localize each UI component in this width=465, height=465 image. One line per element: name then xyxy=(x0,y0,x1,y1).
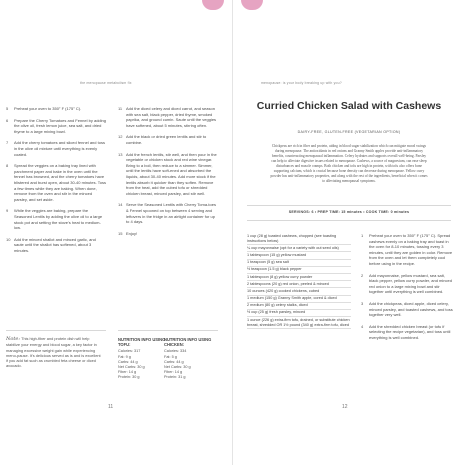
ingredient-item: ½ cup (25 g) fresh parsley, minced xyxy=(247,310,351,317)
nutrition-row: Fat: 5 g xyxy=(164,354,177,359)
page-number: 12 xyxy=(342,404,348,410)
nutrition-row: Protein: 31 g xyxy=(164,374,186,379)
nutrition-title: NUTRITION INFO USING CHICKEN: xyxy=(164,337,212,348)
direction-step: 8 Spread the veggies on a baking tray lined with parchment paper and bake in the oven until the fennel has browned, and the cherry tomatoes have blistered and burst open, about 30-40 minutes. Toss a few times while they are baking. When done, remove from the oven and stir in the minced parsley, and set aside. xyxy=(6,163,106,202)
ingredient-item: 1 teaspoon (5 g) sea salt xyxy=(247,260,351,267)
nutrition-row: Net Carbs: 30 g xyxy=(118,364,145,369)
ingredient-item: 1 tablespoon (8 g) yellow curry powder xyxy=(247,274,351,281)
direction-step: 3 Add the chickpeas, diced apple, diced celery, minced parsley, and toasted cashews, and toss together very well. xyxy=(361,300,453,318)
ingredient-item: 1 tablespoon (15 g) yellow mustard xyxy=(247,252,351,259)
direction-step: 5 Preheat your oven to 350° F (175° C). xyxy=(6,106,82,111)
ingredient-item: 2 tablespoons (20 g) red onion, peeled & minced xyxy=(247,281,351,288)
nutrition-info-chicken xyxy=(164,337,218,380)
nutrition-row: Protein: 30 g xyxy=(118,374,140,379)
right-page xyxy=(233,0,465,465)
recipe-meta: SERVINGS: 6 • PREP TIME: 15 minutes • COOK TIME: 0 minutes xyxy=(288,210,410,214)
directions-column-1 xyxy=(6,106,106,259)
nutrition-title: NUTRITION INFO USING TOFU: xyxy=(118,337,166,348)
direction-step: 13 Add the french lentils, stir well, and then pour in the vegetable or chicken stock and red wine vinegar. Bring to a boil, then reduce to a simmer. Simmer, until the lentils have soft-ened and absorbed the liquids, about 30-40 minutes. Add more stock if the lentils absorb it quicker than they soften. Remove from the heat, add the cubed tofu or shredded chicken breast, minced parsley, and stir well. xyxy=(118,151,217,196)
ingredient-item: 1 ounce (226 g) extra-firm tofu, drained, or substitute chicken breast, shredded OR 1½ pound (340 g) extra-firm tofu, diced xyxy=(247,317,351,329)
ingredient-item: ½ teaspoon (1.5 g) black pepper xyxy=(247,267,351,274)
direction-step: 7 Add the cherry tomatoes and sliced fennel and toss in the olive oil mixture until everything is evenly coated. xyxy=(6,140,105,157)
ingredients-list xyxy=(247,233,351,329)
nutrition-row: Carbs: 44 g xyxy=(164,359,184,364)
ingredient-item: 2 medium (80 g) celery stalks, diced xyxy=(247,303,351,310)
directions-list xyxy=(361,233,453,347)
nutrition-row: Fiber: 14 g xyxy=(164,369,183,374)
direction-step: 1 Preheat your oven to 350° F (175° C). Spread cashews evenly on a baking tray and toast in the oven for 8-10 minutes, tossing every 3 minutes, until they are golden in color. Remove from the oven and let them completely cool before using in the recipe. xyxy=(361,233,453,266)
divider xyxy=(247,220,451,221)
direction-step: 12 Add the black or dried green lentils and stir to combine. xyxy=(118,134,207,145)
nutrition-row: Net Carbs: 30 g xyxy=(164,364,191,369)
nutrition-row: Fiber: 14 g xyxy=(118,369,137,374)
ingredient-item: 1 medium (150 g) Granny Smith apple, cored & diced xyxy=(247,296,351,303)
ingredient-item: 1 cup (28 g) toasted cashews, chopped (see toasting instructions below) xyxy=(247,233,351,245)
left-page xyxy=(0,0,232,465)
recipe-note xyxy=(6,336,102,369)
page-number: 11 xyxy=(108,404,114,410)
running-head: the menopause metabolism fix xyxy=(80,81,132,85)
ingredient-item: ¼ cup mayonnaise (opt for a variety with out seed oils) xyxy=(247,245,351,252)
nutrition-row: Carbs: 44 g xyxy=(118,359,138,364)
divider xyxy=(6,330,106,331)
nutrition-row: Calories: 317 xyxy=(118,349,141,354)
recipe-intro: Chickpeas are rich in fiber and protein, aiding in blood sugar stabilization which can mitigate mood swings during menopause. The antioxidants in red onions and Granny Smith apples provide anti-inflammatory benefits, counteracting menopausal inflammation. Celery hydrates and supports overall well-being. Parsley can help to alleviate digestive issues related to menopause. Cashews, a source of magnesium, can ease sleep disturbances and muscle cramps. Both chicken and tofu are high in protein, with tofu also offers bone supporting calcium, which is crucial because bone density can decrease during menopause. Yellow curry powder has anti-inflammatory properties, and along with the rest of the ingredients, beneficial when it comes to alleviating menopausal symptoms. xyxy=(270,144,428,183)
direction-step: 2 Add mayonnaise, yellow mustard, sea salt, black pepper, yellow curry powder, and minced red onion to a large mixing bowl and stir together until everything is well combined. xyxy=(361,272,452,295)
direction-step: 14 Serve the Seasoned Lentils with Cherry Toma-toes & Fennel spooned on top between 4 serving and leftovers in the fridge in an airtight container for up to 4 days. xyxy=(118,202,216,225)
ingredient-item: 10 ounces (420 g) cooked chickens, cubed xyxy=(247,288,351,295)
nutrition-row: Calories: 334 xyxy=(164,349,187,354)
nutrition-row: Fat: 9 g xyxy=(118,354,131,359)
page-tab-marker xyxy=(202,0,224,10)
running-head: menopause: is your body breaking up with you? xyxy=(261,81,342,85)
note-label: Note: xyxy=(6,336,21,342)
directions-column-2 xyxy=(118,106,218,242)
recipe-subtitle: DAIRY-FREE, GLUTEN-FREE (VEGETARIAN OPTION) xyxy=(297,130,401,134)
nutrition-info-tofu xyxy=(118,337,166,380)
direction-step: 9 While the veggies are baking, prepare the Seasoned Lentils by adding the olive oil to a large stock pot and setting the stove's heat to medium-low. xyxy=(6,208,103,231)
divider xyxy=(118,330,218,331)
divider xyxy=(247,205,451,206)
page-tab-marker xyxy=(241,0,263,10)
direction-step: 10 Add the minced shallot and minced garlic, and saute until the shallot has softened, about 3 minutes. xyxy=(6,236,96,253)
direction-step: 4 Add the shredded chicken breast (or tofu if selecting the recipe vegetarian), and toss until everything is well combined. xyxy=(361,323,451,340)
recipe-title: Curried Chicken Salad with Cashews xyxy=(256,100,442,112)
note-text: This high-fiber and protein dish will help stabilize your energy and blood sugar, a key factor in managing excessive weight gain while experiencing meno-pause. It's delicious served as is and is excellent if you add fat such as crumbled feta cheese or diced avocado. xyxy=(6,336,101,369)
direction-step: 6 Prepare the Cherry Tomatoes and Fennel by adding the olive oil, fresh lemon juice, sea salt, and dried thyme to a large mixing bowl. xyxy=(6,117,106,134)
direction-step: 15 Enjoy! xyxy=(118,230,138,236)
direction-step: 11 Add the diced celery and diced carrot, and season with sea salt, black pepper, dried thyme, smoked paprika, and ground cumin. Saute until the veggies have softened, about 5 minutes, stirring often. xyxy=(118,106,217,128)
